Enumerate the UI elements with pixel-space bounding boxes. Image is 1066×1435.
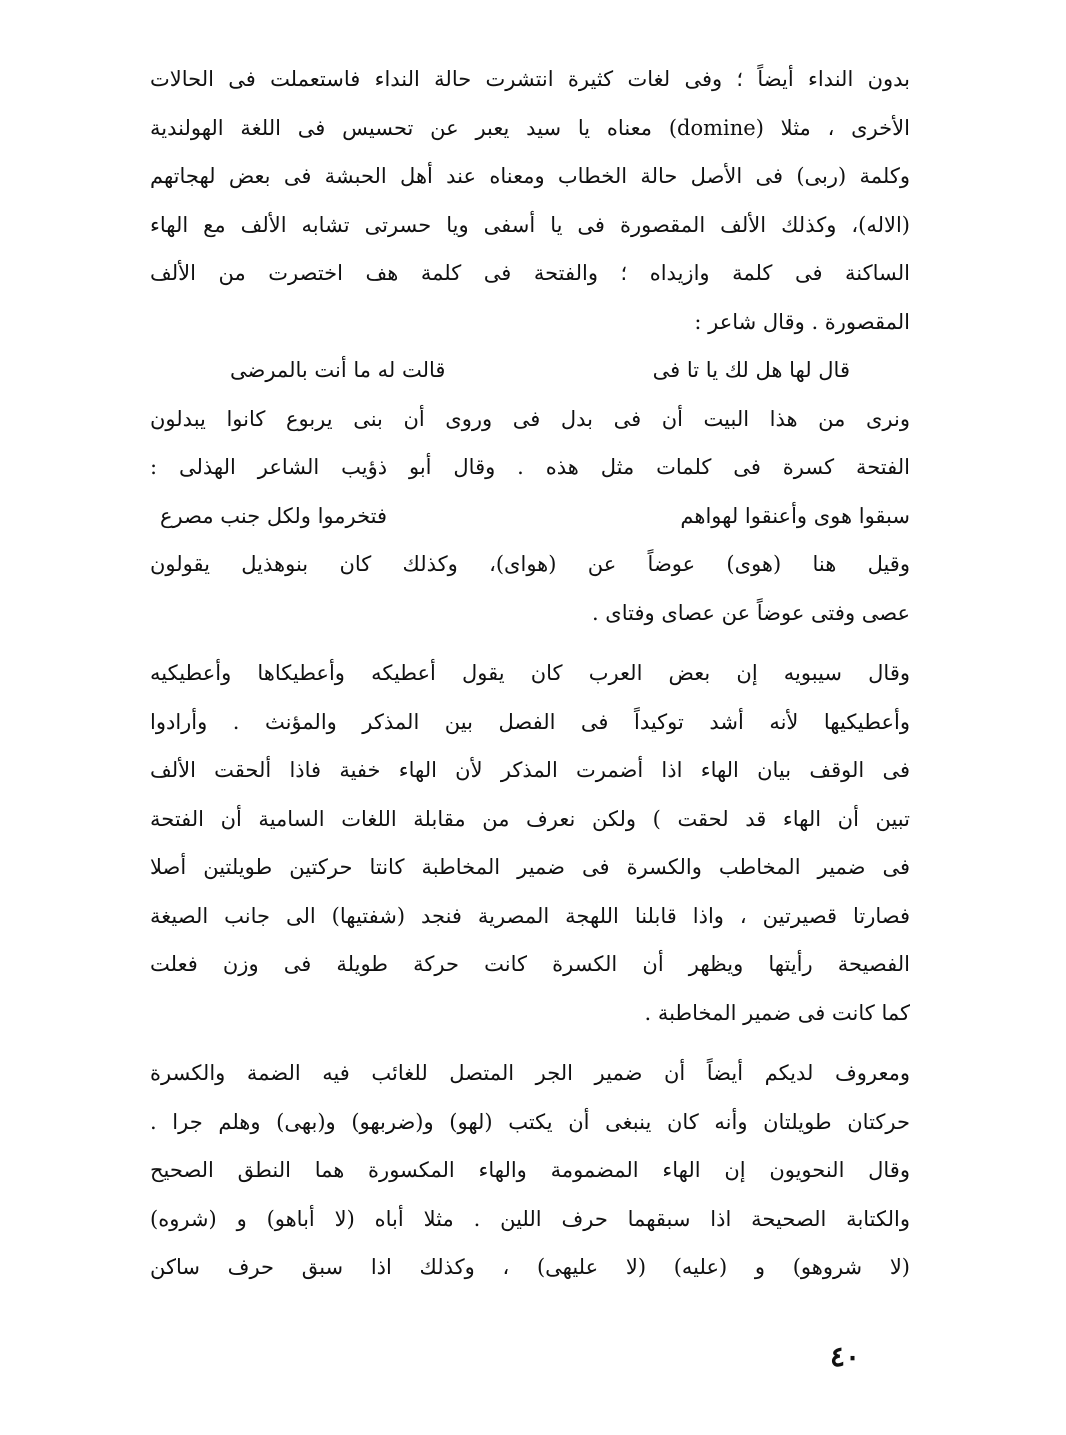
page-number: ٤٠: [830, 1340, 861, 1373]
text-line: وقال سيبويه إن بعض العرب كان يقول أعطيكه وأعطيكاها وأعطيكيه: [150, 661, 910, 685]
verse-hemistich-first: سبقوا هوى وأعنقوا لهواهم: [680, 503, 910, 528]
paragraph-2: [150, 395, 910, 492]
paragraph-gap: [150, 1037, 910, 1049]
paragraph-gap: [150, 637, 910, 649]
text-line: وأعطيكيها لأنه أشد توكيداً فى الفصل بين المذكر والمؤنث . وأرادوا: [150, 709, 910, 734]
verse-hemistich-second: فتخرموا ولكل جنب مصرع: [160, 503, 388, 528]
text-line: وقال النحويون إن الهاء المضمومة والهاء المكسورة هما النطق الصحيح: [150, 1158, 910, 1182]
verse-2: [150, 492, 910, 541]
text-line: الفتحة كسرة فى كلمات مثل هذه . وقال أبو ذؤيب الشاعر الهذلى :: [150, 455, 910, 479]
text-line: المقصورة . وقال شاعر :: [694, 309, 910, 334]
text-line: (الاله)، وكذلك الألف المقصورة فى يا أسفى ويا حسرتى تشابه الألف مع الهاء: [150, 212, 910, 237]
text-line: فصارتا قصيرتين ، واذا قابلنا اللهجة المصرية فنجد (شفتيها) الى جانب الصيغة: [150, 903, 910, 928]
text-line: ومعروف لديكم أيضاً أن ضمير الجر المتصل للغائب فيه الضمة والكسرة: [150, 1061, 910, 1085]
paragraph-5: [150, 1049, 910, 1292]
text-line: بدون النداء أيضاً ؛ وفى لغات كثيرة انتشرت حالة النداء فاستعملت فى الحالات: [150, 67, 910, 91]
text-line: حركتان طويلتان وأنه كان ينبغى أن يكتب (لهو) و(ضربهو) و(بهى) وهلم جرا .: [150, 1109, 910, 1134]
verse-hemistich-second: قالت له ما أنت بالمرضى: [230, 358, 446, 382]
text-line: ونرى من هذا البيت أن فى بدل فى وروى أن بنى يربوع كانوا يبدلون: [150, 406, 910, 431]
paragraph-1: [150, 55, 910, 346]
text-line: وكلمة (ربى) فى الأصل حالة الخطاب ومعناه عند أهل الحبشة فى بعض لهجاتهم: [150, 164, 910, 188]
text-line: وقيل هنا (هوى) عوضاً عن (هواى)، وكذلك كان بنوهذيل يقولون: [150, 552, 910, 576]
text-line: الأخرى ، مثلا (domine) معناه يا سيد يعبر عن تحسيس فى اللغة الهولندية: [150, 115, 910, 140]
text-line: فى الوقف بيان الهاء اذا أضمرت المذكر لأن الهاء خفية فاذا ألحقت الألف: [150, 758, 910, 782]
text-line: فى ضمير المخاطب والكسرة فى ضمير المخاطبة كانتا حركتين طويلتين أصلا: [150, 855, 910, 879]
page-body: [150, 55, 910, 1405]
text-line: عصى وفتى عوضاً عن عصاى وفتاى .: [591, 600, 910, 625]
text-line: والكتابة الصحيحة اذا سبقهما حرف اللين . مثلا أباه (لا أباهو) و (شروه): [150, 1206, 910, 1231]
verse-1: [150, 346, 910, 395]
verse-hemistich-first: قال لها هل لك يا تا فى: [652, 358, 850, 382]
text-line: الساكنة فى كلمة وازيداه ؛ والفتحة فى كلمة هف اختصرت من الألف: [150, 261, 910, 285]
text-line: الفصيحة رأيتها ويظهر أن الكسرة كانت حركة طويلة فى وزن فعلت: [150, 952, 910, 976]
text-line: تبين أن الهاء قد لحقت ) ولكن نعرف من مقابلة اللغات السامية أن الفتحة: [150, 806, 910, 831]
text-line: (لا شروهو) و (عليه) (لا عليهى) ، وكذلك اذا سبق حرف ساكن: [150, 1255, 910, 1279]
paragraph-3: [150, 540, 910, 637]
text-line: كما كانت فى ضمير المخاطبة .: [644, 1000, 910, 1025]
paragraph-4: [150, 649, 910, 1037]
